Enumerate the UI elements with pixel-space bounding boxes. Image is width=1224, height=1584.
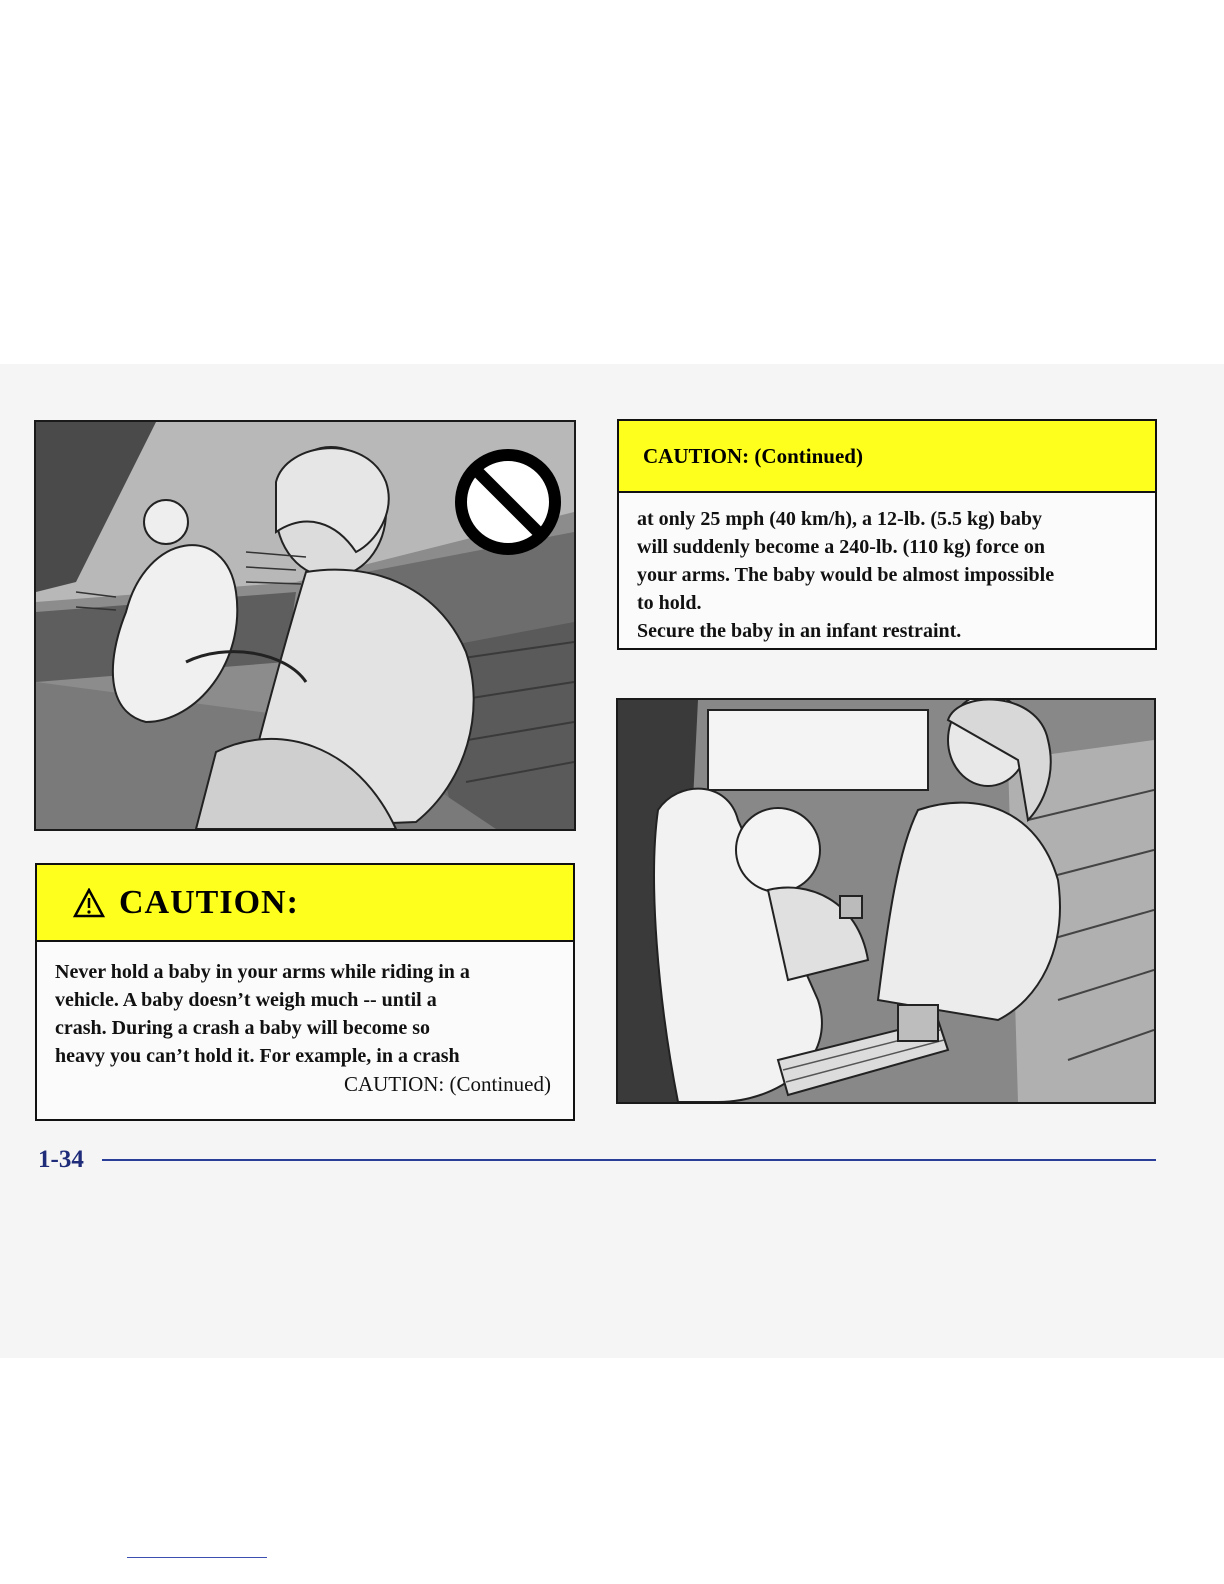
- footer-rule: [102, 1159, 1156, 1161]
- warning-triangle-icon: [73, 888, 105, 918]
- caution-line: heavy you can’t hold it. For example, in a crash: [55, 1045, 460, 1067]
- caution-header-right: [619, 421, 1155, 493]
- caution-body-left: [37, 942, 573, 1098]
- caution-continued-heading: CAUTION: (Continued): [643, 443, 863, 468]
- illustration-infant-restraint: [616, 698, 1156, 1104]
- caution-body-right: [619, 493, 1155, 645]
- caution-line: crash. During a crash a baby will become so: [55, 1017, 430, 1039]
- caution-header-left: [37, 865, 573, 942]
- caution-line: your arms. The baby would be almost impossible: [637, 564, 1055, 586]
- caution-box-right: [617, 419, 1157, 650]
- caution-continued: CAUTION: (Continued): [343, 1072, 551, 1096]
- illustration-baby-in-arms: [34, 420, 576, 831]
- caution-line: will suddenly become a 240-lb. (110 kg) force on: [637, 536, 1045, 558]
- prohibition-icon: [454, 448, 562, 556]
- page-number: 1-34: [38, 1146, 84, 1173]
- caution-line: at only 25 mph (40 km/h), a 12-lb. (5.5 kg) baby: [637, 508, 1043, 530]
- caution-box-left: [35, 863, 575, 1121]
- caution-heading: CAUTION:: [119, 883, 299, 921]
- caution-line: to hold.: [637, 592, 702, 614]
- caution-line: vehicle. A baby doesn’t weigh much -- until a: [55, 989, 437, 1011]
- caution-closing: Secure the baby in an infant restraint.: [637, 620, 962, 642]
- caution-line: Never hold a baby in your arms while riding in a: [55, 961, 470, 983]
- bottom-divider: [127, 1557, 267, 1558]
